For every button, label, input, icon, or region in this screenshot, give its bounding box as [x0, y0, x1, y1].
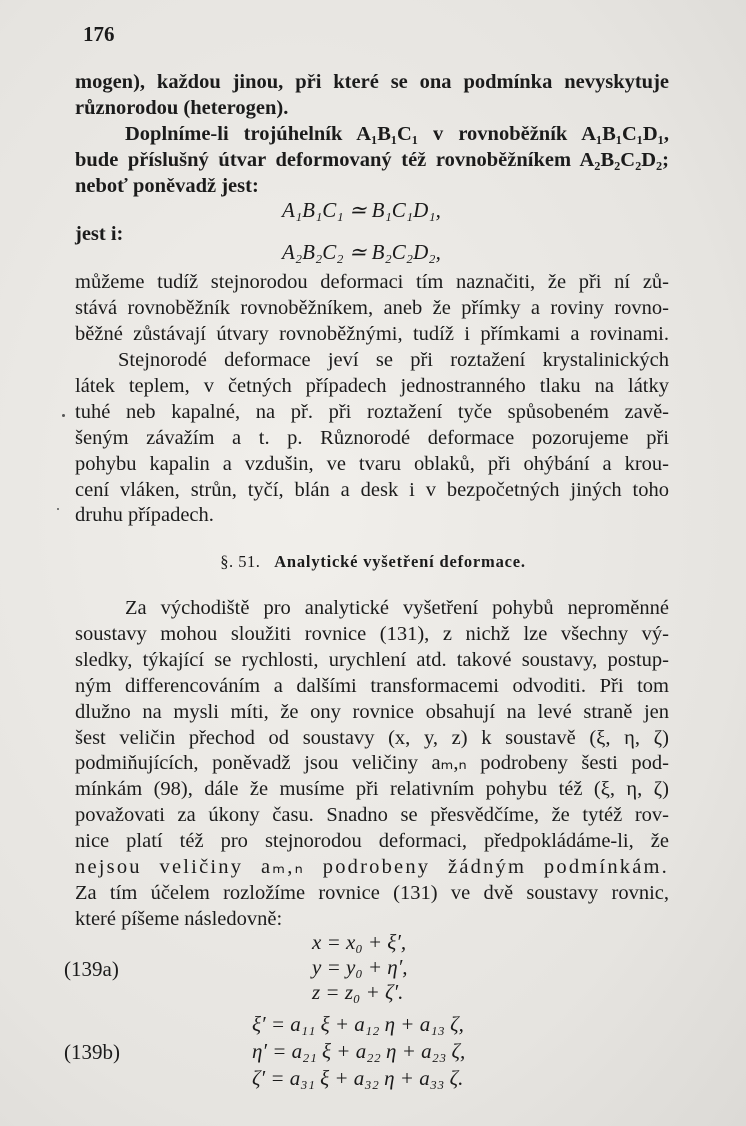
text-line: neboť poněvadž jest: — [75, 174, 259, 197]
equation-139b-line-1: ξ′ = a₁₁ ξ + a₁₂ η + a₁₃ ζ, — [252, 1012, 464, 1036]
text-line: běžné zůstávají útvary rovnoběžnými, tudíž i přímkami a rovinami. — [75, 322, 669, 345]
equation-label-139a: (139a) — [64, 957, 119, 981]
equation-139a-line-3: z = z₀ + ζ′. — [312, 980, 404, 1004]
text-line: mogen), každou jinou, při které se ona podmínka nevyskytuje — [75, 71, 669, 93]
text-line: považovati za úkony času. Snadno se přesvědčíme, že tytéž rov- — [75, 804, 669, 827]
text-line: Doplníme-li trojúhelník A₁B₁C₁ v rovnoběžník A₁B₁C₁D₁, — [125, 122, 669, 145]
equation-congruence-2: A₂B₂C₂ ≃ B₂C₂D₂, — [282, 240, 441, 264]
paragraph-analysis — [75, 596, 669, 933]
text-line: bude příslušný útvar deformovaný též rovnoběžníkem A₂B₂C₂D₂; — [75, 148, 669, 171]
text-line: mínkám (98), dále že musíme při relativním pohybu též (ξ, η, ζ) — [75, 778, 669, 801]
text-line: šeným závažím a t. p. Různorodé deformace pozorujeme při — [75, 426, 669, 449]
text-line: můžeme tudíž stejnorodou deformaci tím naznačiti, že při ní zů- — [75, 271, 669, 293]
text-line: podmiňujících, poněvadž jsou veličiny aₘ,ₙ podrobeny šesti pod- — [75, 752, 669, 775]
section-heading — [0, 552, 746, 572]
equation-139b-line-3: ζ′ = a₃₁ ξ + a₃₂ η + a₃₃ ζ. — [252, 1066, 464, 1090]
text-line: Stejnorodé deformace jeví se při roztažení krystalinických — [118, 349, 669, 371]
text-line: tuhé neb kapalné, na př. při roztažení tyče spůsobeném zavě- — [75, 400, 669, 423]
text-line: sledky, týkající se rychlosti, urychlení atd. takové soustavy, postup- — [75, 648, 669, 671]
paragraph-intro — [75, 70, 669, 200]
paragraph-examples — [75, 348, 669, 529]
section-title: Analytické vyšetření deformace. — [274, 552, 526, 571]
equation-139a-line-1: x = x₀ + ξ′, — [312, 930, 407, 954]
text-line: které píšeme následovně: — [75, 907, 283, 930]
equation-congruence-1: A₁B₁C₁ ≃ B₁C₁D₁, — [282, 198, 441, 222]
scan-speck — [62, 414, 65, 417]
text-line: látek teplem, v četných případech jednostranného tlaku na látky — [75, 374, 669, 397]
equation-label-139b: (139b) — [64, 1040, 120, 1064]
text-line: nejsou veličiny aₘ,ₙ podrobeny žádným podmínkám. — [75, 856, 669, 879]
section-number: §. 51. — [220, 552, 261, 571]
text-line: šest veličin přechod od soustavy (x, y, z) k soustavě (ξ, η, ζ) — [75, 726, 669, 749]
text-line: druhu případech. — [75, 504, 214, 527]
text-line: cení vláken, strůn, tyčí, blán a desk i v bezpočetných jiných toho — [75, 478, 669, 501]
page-number: 176 — [83, 22, 115, 46]
text-line: ným differencováním a dalšími transformacemi odvoditi. Při tom — [75, 674, 669, 697]
text-line: dlužno na mysli míti, že ony rovnice obsahují na levé straně jen — [75, 700, 669, 723]
equation-139a-line-2: y = y₀ + η′, — [312, 955, 408, 979]
text-line: stává rovnoběžník rovnoběžníkem, aneb že přímky a roviny rovno- — [75, 296, 669, 319]
text-line: soustavy mohou sloužiti rovnice (131), z nichž lze všechny vý- — [75, 622, 669, 645]
paragraph-conclusion — [75, 270, 669, 348]
text-line: Za tím účelem rozložíme rovnice (131) ve dvě soustavy rovnic, — [75, 881, 669, 904]
text-line: Za východiště pro analytické vyšetření pohybů neproměnné — [125, 597, 669, 619]
equation-139b-line-2: η′ = a₂₁ ξ + a₂₂ η + a₂₃ ζ, — [252, 1039, 466, 1063]
text-line: pohybu kapalin a vzdušin, ve tvaru oblaků, při ohýbání a krou- — [75, 452, 669, 475]
text-line: nice platí též pro stejnorodou deformaci, předpokládáme-li, že — [75, 830, 669, 853]
scan-speck — [57, 508, 59, 510]
text-jest-i: jest i: — [75, 223, 124, 245]
text-line: různorodou (heterogen). — [75, 96, 289, 119]
